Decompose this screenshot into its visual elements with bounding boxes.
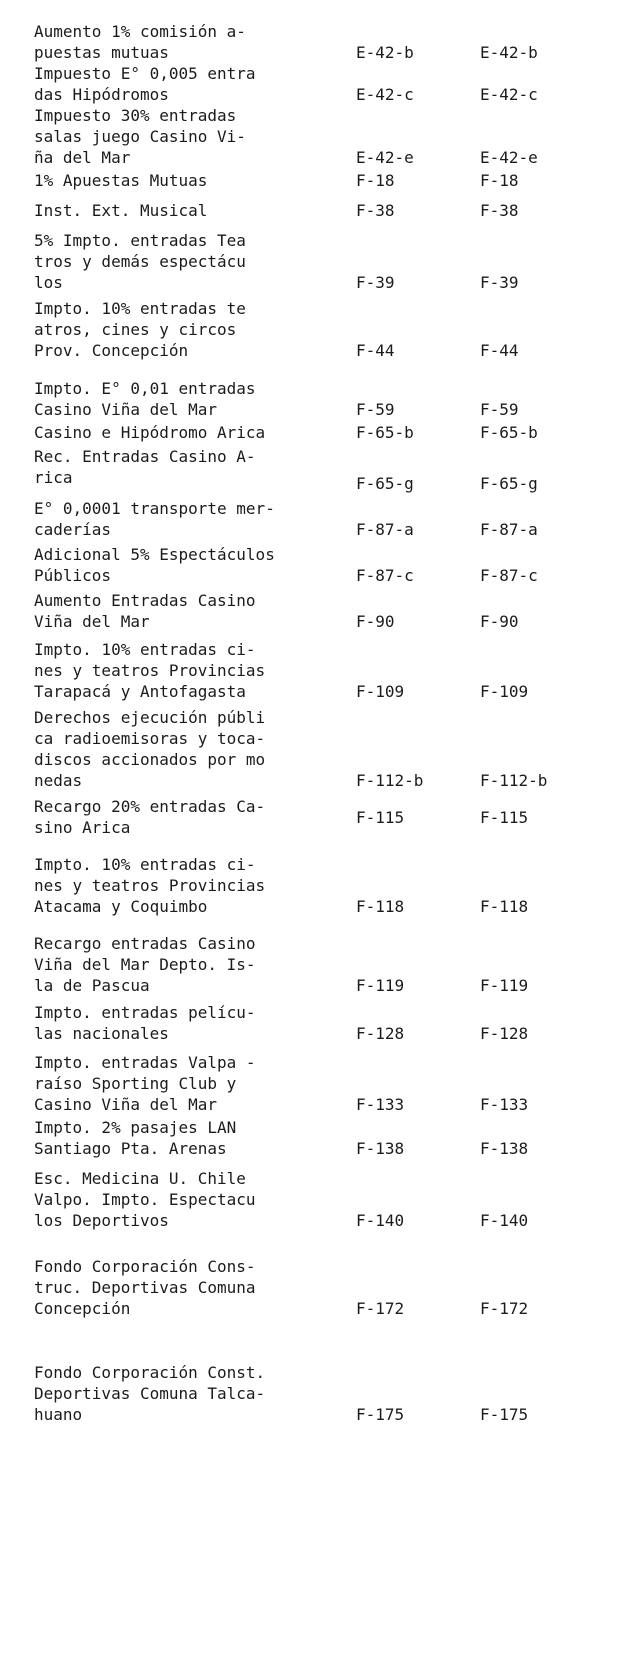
table-row xyxy=(0,796,630,838)
description-line: Aumento Entradas Casino xyxy=(34,591,256,610)
description-line: Casino e Hipódromo Arica xyxy=(34,423,266,442)
row-description xyxy=(34,298,354,361)
code-column-2: F-87-a xyxy=(480,520,538,539)
row-description xyxy=(34,1117,354,1159)
code-column-1: F-18 xyxy=(356,171,395,190)
table-row xyxy=(0,1117,630,1159)
description-line: Esc. Medicina U. Chile xyxy=(34,1169,246,1188)
description-line: Impto. 2% pasajes LAN xyxy=(34,1118,237,1137)
code-column-2: F-115 xyxy=(480,808,529,827)
description-line: Recargo 20% entradas Ca- xyxy=(34,797,266,816)
description-line: nes y teatros Provincias xyxy=(34,876,266,895)
row-description xyxy=(34,422,354,443)
table-row xyxy=(0,933,630,996)
table-row xyxy=(0,298,630,361)
code-column-1: E-42-e xyxy=(356,148,414,167)
row-description xyxy=(34,639,354,702)
description-line: Públicos xyxy=(34,566,112,585)
table-row xyxy=(0,170,630,191)
row-description xyxy=(34,170,354,191)
code-column-1: F-38 xyxy=(356,201,395,220)
code-column-2: F-59 xyxy=(480,400,519,419)
code-column-1: F-39 xyxy=(356,273,395,292)
description-line: Atacama y Coquimbo xyxy=(34,897,208,916)
code-column-1: F-115 xyxy=(356,808,405,827)
table-row xyxy=(0,63,630,105)
description-line: huano xyxy=(34,1405,83,1424)
row-description xyxy=(34,1256,354,1319)
code-column-1: F-133 xyxy=(356,1095,405,1114)
description-line: das Hipódromos xyxy=(34,85,169,104)
description-line: Valpo. Impto. Espectacu xyxy=(34,1190,256,1209)
description-line: Impto. 10% entradas te xyxy=(34,299,246,318)
row-description xyxy=(34,200,354,221)
description-line: Tarapacá y Antofagasta xyxy=(34,682,246,701)
table-row xyxy=(0,544,630,586)
description-line: rica xyxy=(34,468,73,487)
description-line: Fondo Corporación Cons- xyxy=(34,1257,256,1276)
row-description xyxy=(34,796,354,838)
row-description xyxy=(34,707,354,791)
code-column-2: F-172 xyxy=(480,1299,529,1318)
description-line: Impto. E° 0,01 entradas xyxy=(34,379,256,398)
code-column-2: F-65-b xyxy=(480,423,538,442)
description-line: Impuesto 30% entradas xyxy=(34,106,237,125)
code-column-1: F-138 xyxy=(356,1139,405,1158)
code-column-2: F-175 xyxy=(480,1405,529,1424)
code-column-2: F-119 xyxy=(480,976,529,995)
description-line: Concepción xyxy=(34,1299,131,1318)
code-column-2: F-18 xyxy=(480,171,519,190)
description-line: nedas xyxy=(34,771,83,790)
code-column-2: F-138 xyxy=(480,1139,529,1158)
description-line: truc. Deportivas Comuna xyxy=(34,1278,256,1297)
code-column-1: F-65-g xyxy=(356,474,414,493)
table-row xyxy=(0,590,630,632)
code-column-2: F-133 xyxy=(480,1095,529,1114)
code-column-1: F-109 xyxy=(356,682,405,701)
code-column-1: E-42-c xyxy=(356,85,414,104)
table-row xyxy=(0,1168,630,1231)
row-description xyxy=(34,854,354,917)
code-column-2: F-87-c xyxy=(480,566,538,585)
code-column-1: F-112-b xyxy=(356,771,424,790)
row-description xyxy=(34,230,354,293)
description-line: caderías xyxy=(34,520,112,539)
description-line: Viña del Mar xyxy=(34,612,150,631)
code-column-2: E-42-e xyxy=(480,148,538,167)
table-row xyxy=(0,230,630,293)
row-description xyxy=(34,63,354,105)
table-row xyxy=(0,498,630,540)
description-line: la de Pascua xyxy=(34,976,150,995)
code-column-2: F-118 xyxy=(480,897,529,916)
description-line: los xyxy=(34,273,63,292)
description-line: discos accionados por mo xyxy=(34,750,266,769)
description-line: las nacionales xyxy=(34,1024,169,1043)
description-line: Fondo Corporación Const. xyxy=(34,1363,266,1382)
description-line: Santiago Pta. Arenas xyxy=(34,1139,227,1158)
code-column-2: F-112-b xyxy=(480,771,548,790)
description-line: Viña del Mar Depto. Is- xyxy=(34,955,256,974)
row-description xyxy=(34,21,354,63)
description-line: Recargo entradas Casino xyxy=(34,934,256,953)
row-description xyxy=(34,544,354,586)
table-row xyxy=(0,378,630,420)
code-column-1: F-44 xyxy=(356,341,395,360)
table-row xyxy=(0,105,630,168)
row-description xyxy=(34,446,354,488)
code-column-1: F-128 xyxy=(356,1024,405,1043)
table-row xyxy=(0,639,630,702)
description-line: Impto. 10% entradas ci- xyxy=(34,855,256,874)
code-column-2: F-44 xyxy=(480,341,519,360)
description-line: 1% Apuestas Mutuas xyxy=(34,171,208,190)
description-line: ca radioemisoras y toca- xyxy=(34,729,266,748)
row-description xyxy=(34,498,354,540)
row-description xyxy=(34,590,354,632)
table-row xyxy=(0,200,630,221)
description-line: Impto. 10% entradas ci- xyxy=(34,640,256,659)
description-line: 5% Impto. entradas Tea xyxy=(34,231,246,250)
table-row xyxy=(0,1362,630,1425)
row-description xyxy=(34,1168,354,1231)
row-description xyxy=(34,933,354,996)
description-line: Derechos ejecución públi xyxy=(34,708,266,727)
table-row xyxy=(0,422,630,443)
table-row xyxy=(0,707,630,791)
code-column-1: F-119 xyxy=(356,976,405,995)
description-line: Casino Viña del Mar xyxy=(34,1095,218,1114)
description-line: Prov. Concepción xyxy=(34,341,189,360)
code-column-2: F-128 xyxy=(480,1024,529,1043)
code-column-2: F-38 xyxy=(480,201,519,220)
table-row xyxy=(0,446,630,494)
code-column-2: F-90 xyxy=(480,612,519,631)
description-line: Impto. entradas pelícu- xyxy=(34,1003,256,1022)
row-description xyxy=(34,378,354,420)
code-column-1: F-59 xyxy=(356,400,395,419)
description-line: nes y teatros Provincias xyxy=(34,661,266,680)
table-row xyxy=(0,1002,630,1044)
table-row xyxy=(0,1052,630,1115)
code-column-1: F-87-c xyxy=(356,566,414,585)
description-line: puestas mutuas xyxy=(34,43,169,62)
code-column-1: F-140 xyxy=(356,1211,405,1230)
code-column-1: F-65-b xyxy=(356,423,414,442)
code-column-1: F-175 xyxy=(356,1405,405,1424)
code-column-1: F-118 xyxy=(356,897,405,916)
row-description xyxy=(34,105,354,168)
description-line: Inst. Ext. Musical xyxy=(34,201,208,220)
code-column-2: F-140 xyxy=(480,1211,529,1230)
code-column-2: E-42-c xyxy=(480,85,538,104)
description-line: atros, cines y circos xyxy=(34,320,237,339)
description-line: los Deportivos xyxy=(34,1211,169,1230)
description-line: raíso Sporting Club y xyxy=(34,1074,237,1093)
row-description xyxy=(34,1052,354,1115)
description-line: tros y demás espectácu xyxy=(34,252,246,271)
code-column-1: F-87-a xyxy=(356,520,414,539)
description-line: Deportivas Comuna Talca- xyxy=(34,1384,266,1403)
description-line: Rec. Entradas Casino A- xyxy=(34,447,256,466)
description-line: ña del Mar xyxy=(34,148,131,167)
code-column-1: F-172 xyxy=(356,1299,405,1318)
description-line: Impuesto E° 0,005 entra xyxy=(34,64,256,83)
description-line: Casino Viña del Mar xyxy=(34,400,218,419)
code-column-2: F-39 xyxy=(480,273,519,292)
description-line: Adicional 5% Espectáculos xyxy=(34,545,275,564)
code-column-1: F-90 xyxy=(356,612,395,631)
table-row xyxy=(0,21,630,63)
table-row xyxy=(0,1256,630,1319)
code-column-2: F-65-g xyxy=(480,474,538,493)
row-description xyxy=(34,1002,354,1044)
code-column-2: F-109 xyxy=(480,682,529,701)
description-line: E° 0,0001 transporte mer- xyxy=(34,499,275,518)
description-line: Aumento 1% comisión a- xyxy=(34,22,246,41)
description-line: Impto. entradas Valpa - xyxy=(34,1053,256,1072)
description-line: sino Arica xyxy=(34,818,131,837)
code-column-1: E-42-b xyxy=(356,43,414,62)
code-column-2: E-42-b xyxy=(480,43,538,62)
table-row xyxy=(0,854,630,917)
row-description xyxy=(34,1362,354,1425)
description-line: salas juego Casino Vi- xyxy=(34,127,246,146)
